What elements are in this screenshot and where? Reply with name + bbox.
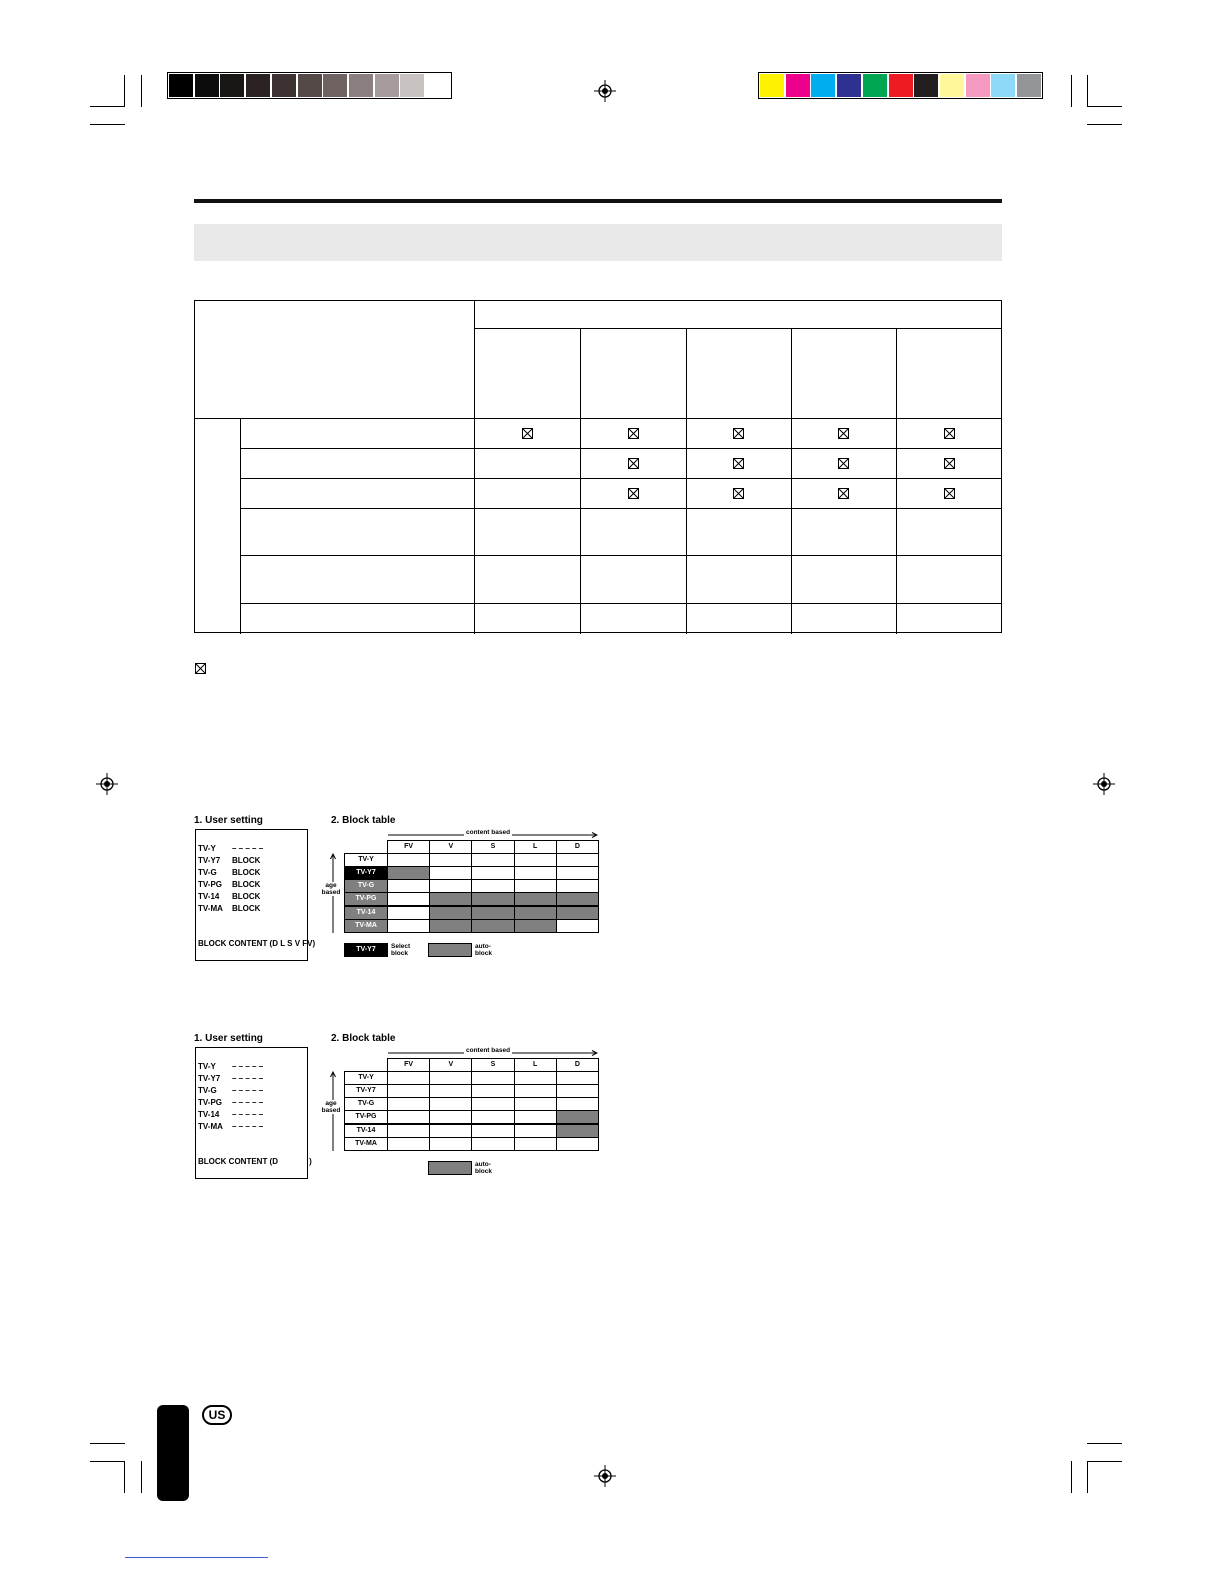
setting-row (198, 880, 260, 889)
grey-swatch (349, 74, 373, 97)
color-swatch (1017, 74, 1041, 97)
block-table-cell (556, 853, 599, 867)
setting-row (198, 1086, 263, 1095)
block-table-header: V (429, 1058, 472, 1072)
block-table-header: D (556, 1058, 599, 1072)
content-based-label: content based (466, 829, 511, 836)
grey-calibration-bar (167, 72, 452, 99)
block-table-cell (387, 906, 430, 920)
block-table-cell (556, 866, 599, 880)
block-table-row-label: TV-Y (344, 853, 388, 867)
block-table-cell (514, 1097, 557, 1111)
color-swatch (863, 74, 887, 97)
setting-row (198, 1122, 263, 1131)
block-table-cell (429, 1137, 472, 1151)
block-table-row-label: TV-G (344, 1097, 388, 1111)
block-table-row-label: TV-PG (344, 1110, 388, 1124)
x-box-icon (522, 428, 533, 439)
setting-value: BLOCK (232, 880, 261, 889)
block-table-cell (387, 1084, 430, 1098)
setting-value: – – – – – (232, 1074, 264, 1083)
x-box-icon (838, 488, 849, 499)
block-table-row-label: TV-PG (344, 892, 388, 906)
registration-mark-icon (594, 80, 616, 102)
block-table-header: S (471, 1058, 514, 1072)
x-box-icon (944, 488, 955, 499)
setting-value: BLOCK (232, 868, 261, 877)
setting-row (198, 1110, 263, 1119)
registration-mark-icon (594, 1465, 616, 1487)
block-table-title: 2. Block table (331, 815, 396, 826)
block-table-cell (514, 906, 557, 920)
block-table-cell (556, 1137, 599, 1151)
setting-rating: TV-G (198, 1086, 217, 1095)
region-badge: US (202, 1405, 232, 1425)
block-table-cell (429, 879, 472, 893)
setting-rating: TV-PG (198, 880, 223, 889)
user-setting-title: 1. User setting (194, 815, 263, 826)
x-box-icon (733, 488, 744, 499)
block-table-row-label: TV-Y7 (344, 1084, 388, 1098)
block-table-cell (514, 1071, 557, 1085)
setting-row (198, 1062, 263, 1071)
table-rule (896, 328, 897, 634)
block-table-cell (387, 1097, 430, 1111)
block-table-cell (556, 1124, 599, 1138)
setting-rating: TV-G (198, 868, 217, 877)
setting-row (198, 844, 263, 853)
setting-value: – – – – – (232, 1062, 264, 1071)
block-table-cell (387, 1071, 430, 1085)
setting-row (198, 904, 260, 913)
setting-value: – – – – – (232, 1122, 264, 1131)
block-table-cell (471, 853, 514, 867)
block-table-cell (514, 879, 557, 893)
block-table-cell (387, 919, 430, 933)
color-calibration-bar (758, 72, 1043, 99)
setting-rating: TV-Y (198, 1062, 216, 1071)
block-table-cell (471, 1137, 514, 1151)
color-swatch (811, 74, 835, 97)
color-swatch (786, 74, 810, 97)
table-rule (240, 508, 1002, 509)
auto-block-label: auto- block (475, 1160, 492, 1175)
block-table-cell (429, 919, 472, 933)
block-table-row-label: TV-14 (344, 1124, 388, 1138)
block-table-cell (387, 1124, 430, 1138)
block-table-header: D (556, 840, 599, 854)
setting-row (198, 892, 260, 901)
setting-value: BLOCK (232, 856, 261, 865)
block-table-row-label: TV-Y (344, 1071, 388, 1085)
rating-table (194, 300, 1002, 633)
block-table-header: FV (387, 1058, 430, 1072)
x-box-icon (195, 663, 206, 674)
user-setting-title: 1. User setting (194, 1033, 263, 1044)
block-table-cell (387, 1110, 430, 1124)
table-rule (195, 418, 1002, 419)
block-table-cell (556, 892, 599, 906)
block-table-cell (471, 1084, 514, 1098)
setting-rating: TV-Y7 (198, 856, 221, 865)
user-setting-box (195, 829, 316, 961)
block-table-cell (514, 919, 557, 933)
grey-swatch (400, 74, 424, 97)
block-table-row-label: TV-Y7 (344, 866, 388, 880)
block-table-cell (429, 853, 472, 867)
block-table-cell (471, 906, 514, 920)
x-box-icon (733, 428, 744, 439)
setting-row (198, 868, 260, 877)
setting-rating: TV-Y7 (198, 1074, 221, 1083)
table-rule (240, 478, 1002, 479)
table-rule (580, 328, 581, 634)
grey-swatch (272, 74, 296, 97)
block-table-cell (387, 853, 430, 867)
block-table-row-label: TV-14 (344, 906, 388, 920)
setting-rating: TV-14 (198, 1110, 220, 1119)
setting-value: – – – – – (232, 1110, 264, 1119)
block-table-title: 2. Block table (331, 1033, 396, 1044)
user-setting-box (195, 1047, 312, 1179)
block-table-cell (429, 1071, 472, 1085)
table-rule (240, 555, 1002, 556)
x-box-icon (628, 458, 639, 469)
x-box-icon (944, 428, 955, 439)
x-box-icon (838, 428, 849, 439)
block-table-cell (471, 1124, 514, 1138)
block-table-header: S (471, 840, 514, 854)
grey-swatch (375, 74, 399, 97)
color-swatch (760, 74, 784, 97)
block-table-row-label: TV-G (344, 879, 388, 893)
setting-rating: TV-MA (198, 904, 223, 913)
registration-mark-icon (1093, 773, 1115, 795)
block-table-cell (556, 906, 599, 920)
grey-swatch (323, 74, 347, 97)
table-rule (791, 328, 792, 634)
setting-value: BLOCK (232, 892, 261, 901)
block-table-cell (514, 1084, 557, 1098)
block-table-header: V (429, 840, 472, 854)
side-tab (157, 1405, 189, 1501)
block-table-cell (471, 866, 514, 880)
block-table-cell (471, 1110, 514, 1124)
setting-row (198, 1074, 263, 1083)
color-swatch (966, 74, 990, 97)
age-based-label: age based (321, 882, 341, 896)
color-swatch (991, 74, 1015, 97)
block-table-cell (387, 892, 430, 906)
section-heading-band (194, 224, 1002, 261)
block-table-cell (471, 879, 514, 893)
block-table-cell (556, 1071, 599, 1085)
grey-swatch (220, 74, 244, 97)
block-table-header: L (514, 1058, 557, 1072)
footer-link-line (125, 1557, 268, 1558)
table-rule (474, 328, 1002, 329)
block-content-text: BLOCK CONTENT (D L S V FV) (198, 939, 316, 948)
content-based-label: content based (466, 1047, 511, 1054)
grey-swatch (195, 74, 219, 97)
block-table-cell (556, 879, 599, 893)
block-table-cell (514, 853, 557, 867)
x-box-icon (944, 458, 955, 469)
table-rule (240, 603, 1002, 604)
x-box-icon (628, 428, 639, 439)
block-table-cell (387, 879, 430, 893)
color-swatch (940, 74, 964, 97)
header-rule (194, 199, 1002, 203)
block-table-cell (556, 1110, 599, 1124)
grey-swatch (298, 74, 322, 97)
block-table-cell (556, 1097, 599, 1111)
block-table-cell (556, 1084, 599, 1098)
setting-value: – – – – – (232, 844, 264, 853)
setting-rating: TV-14 (198, 892, 220, 901)
setting-value: – – – – – (232, 1086, 264, 1095)
select-block-label: Select block (391, 942, 411, 957)
block-table-row-label: TV-MA (344, 919, 388, 933)
block-table-cell (429, 892, 472, 906)
setting-value: BLOCK (232, 904, 261, 913)
table-rule (474, 301, 475, 634)
block-table-cell (471, 1097, 514, 1111)
setting-rating: TV-MA (198, 1122, 223, 1131)
x-box-icon (628, 488, 639, 499)
setting-rating: TV-Y (198, 844, 216, 853)
table-rule (686, 328, 687, 634)
block-table-cell (429, 1097, 472, 1111)
grey-swatch (169, 74, 193, 97)
block-table-cell (514, 1137, 557, 1151)
color-swatch (914, 74, 938, 97)
auto-block-swatch (428, 1161, 472, 1175)
age-based-label: age based (321, 1100, 341, 1114)
x-box-icon (733, 458, 744, 469)
block-content-text: BLOCK CONTENT (D ) (198, 1157, 312, 1166)
block-table-cell (387, 866, 430, 880)
block-table-row-label: TV-MA (344, 1137, 388, 1151)
grey-swatch (426, 74, 450, 97)
registration-mark-icon (96, 773, 118, 795)
block-table-cell (471, 892, 514, 906)
block-table-cell (514, 1124, 557, 1138)
grey-swatch (246, 74, 270, 97)
auto-block-label: auto- block (475, 942, 492, 957)
x-box-icon (838, 458, 849, 469)
block-table-cell (429, 1110, 472, 1124)
setting-rating: TV-PG (198, 1098, 223, 1107)
block-table-cell (514, 1110, 557, 1124)
select-block-swatch: TV-Y7 (344, 943, 388, 957)
block-table-cell (429, 906, 472, 920)
setting-row (198, 1098, 263, 1107)
table-rule (240, 448, 1002, 449)
block-table-cell (514, 866, 557, 880)
block-table-cell (387, 1137, 430, 1151)
block-table-cell (471, 919, 514, 933)
color-swatch (889, 74, 913, 97)
block-table-cell (514, 892, 557, 906)
block-table-cell (429, 866, 472, 880)
table-rule (240, 418, 241, 634)
auto-block-swatch (428, 943, 472, 957)
block-table-cell (556, 919, 599, 933)
block-table-header: FV (387, 840, 430, 854)
color-swatch (837, 74, 861, 97)
setting-value: – – – – – (232, 1098, 264, 1107)
block-table-cell (429, 1084, 472, 1098)
block-table-cell (429, 1124, 472, 1138)
block-table-cell (471, 1071, 514, 1085)
setting-row (198, 856, 260, 865)
block-table-header: L (514, 840, 557, 854)
